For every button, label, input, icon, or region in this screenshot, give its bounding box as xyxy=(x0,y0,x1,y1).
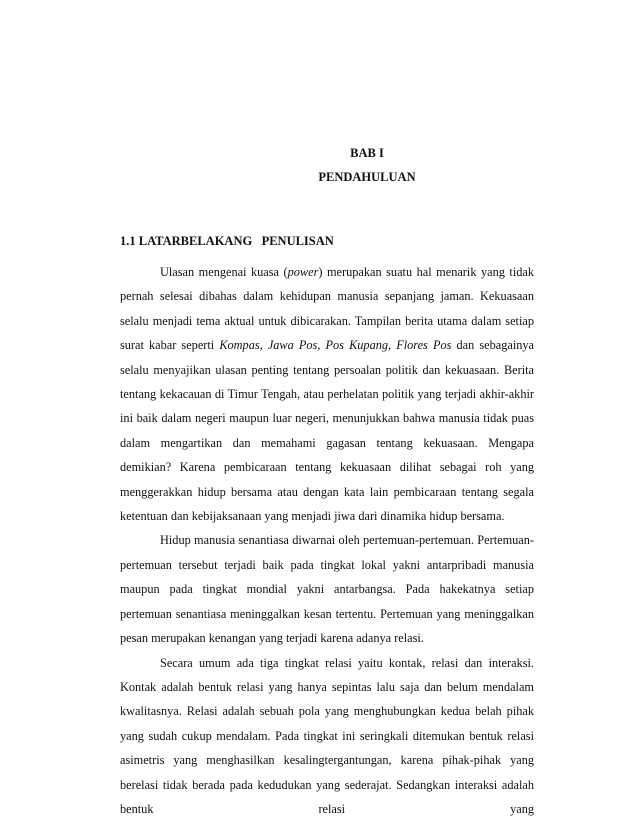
p1-italic-newspapers: Kompas, Jawa Pos, Pos Kupang, Flores Pos xyxy=(219,338,452,353)
paragraph-1 xyxy=(120,260,534,528)
paragraph-2: Hidup manusia senantiasa diwarnai oleh pertemuan-pertemuan. Pertemuan-pertemuan tersebut terjadi baik pada tingkat lokal yakni antarpribadi manusia maupun pada tingkat mondial yakni antarbangsa. Pada hakekatnya setiap pertemuan senantiasa meninggalkan kesan tertentu. Pertemuan yang meninggalkan pesan merupakan kenangan yang terjadi karena adanya relasi. xyxy=(120,533,534,646)
p1-italic-power: power xyxy=(287,265,319,279)
p1-text-a: Ulasan mengenai kuasa ( xyxy=(160,265,288,279)
p1-text-e: dan sebagainya selalu menyajikan ulasan penting tentang persoalan politik dan kekuasaan. Berita tentang kekacauan di Timur Tengah, atau perhelatan politik yang terjadi akhir-akhir ini baik dalam negeri maupun luar negeri, menunjukkan bahwa manusia tidak puas dalam mengartikan dan memahami gagasan tentang kekuasaan. Mengapa demikian? Karena pembicaraan tentang kekuasaan dilihat sebagai roh yang menggerakkan hidup bersama atau dengan kata lain pembicaraan tentang segala ketentuan dan kebijaksanaan yang menjadi jiwa dari dinamika hidup bersama. xyxy=(120,338,535,524)
chapter-number: BAB I xyxy=(350,146,384,160)
chapter-title: PENDAHULUAN xyxy=(318,170,416,184)
p1-text-c: ) merupakan suatu hal menarik yang tidak pernah selesai dibahas dalam kehidupan manusia sepanjang jaman. Kekuasaan selalu menjadi tema aktual untuk dibicarakan. Tampilan berita utama dalam setiap surat kabar seperti xyxy=(120,265,535,353)
section-title: 1.1 LATARBELAKANG PENULISAN xyxy=(120,234,334,248)
paragraph-3: Secara umum ada tiga tingkat relasi yaitu kontak, relasi dan interaksi. Kontak adalah bentuk relasi yang hanya sepintas lalu saja dan belum mendalam kwalitasnya. Relasi adalah sebuah pola yang menghubungkan kedua belah pihak yang sudah cukup mendalam. Pada tingkat ini seringkali ditemukan bentuk relasi asimetris yang menghasilkan kesalingtergantungan, karena pihak-pihak yang berelasi tidak berada pada kedudukan yang sederajat. Sedangkan interaksi adalah bentuk relasi yang xyxy=(120,655,534,816)
body-text xyxy=(120,260,534,821)
